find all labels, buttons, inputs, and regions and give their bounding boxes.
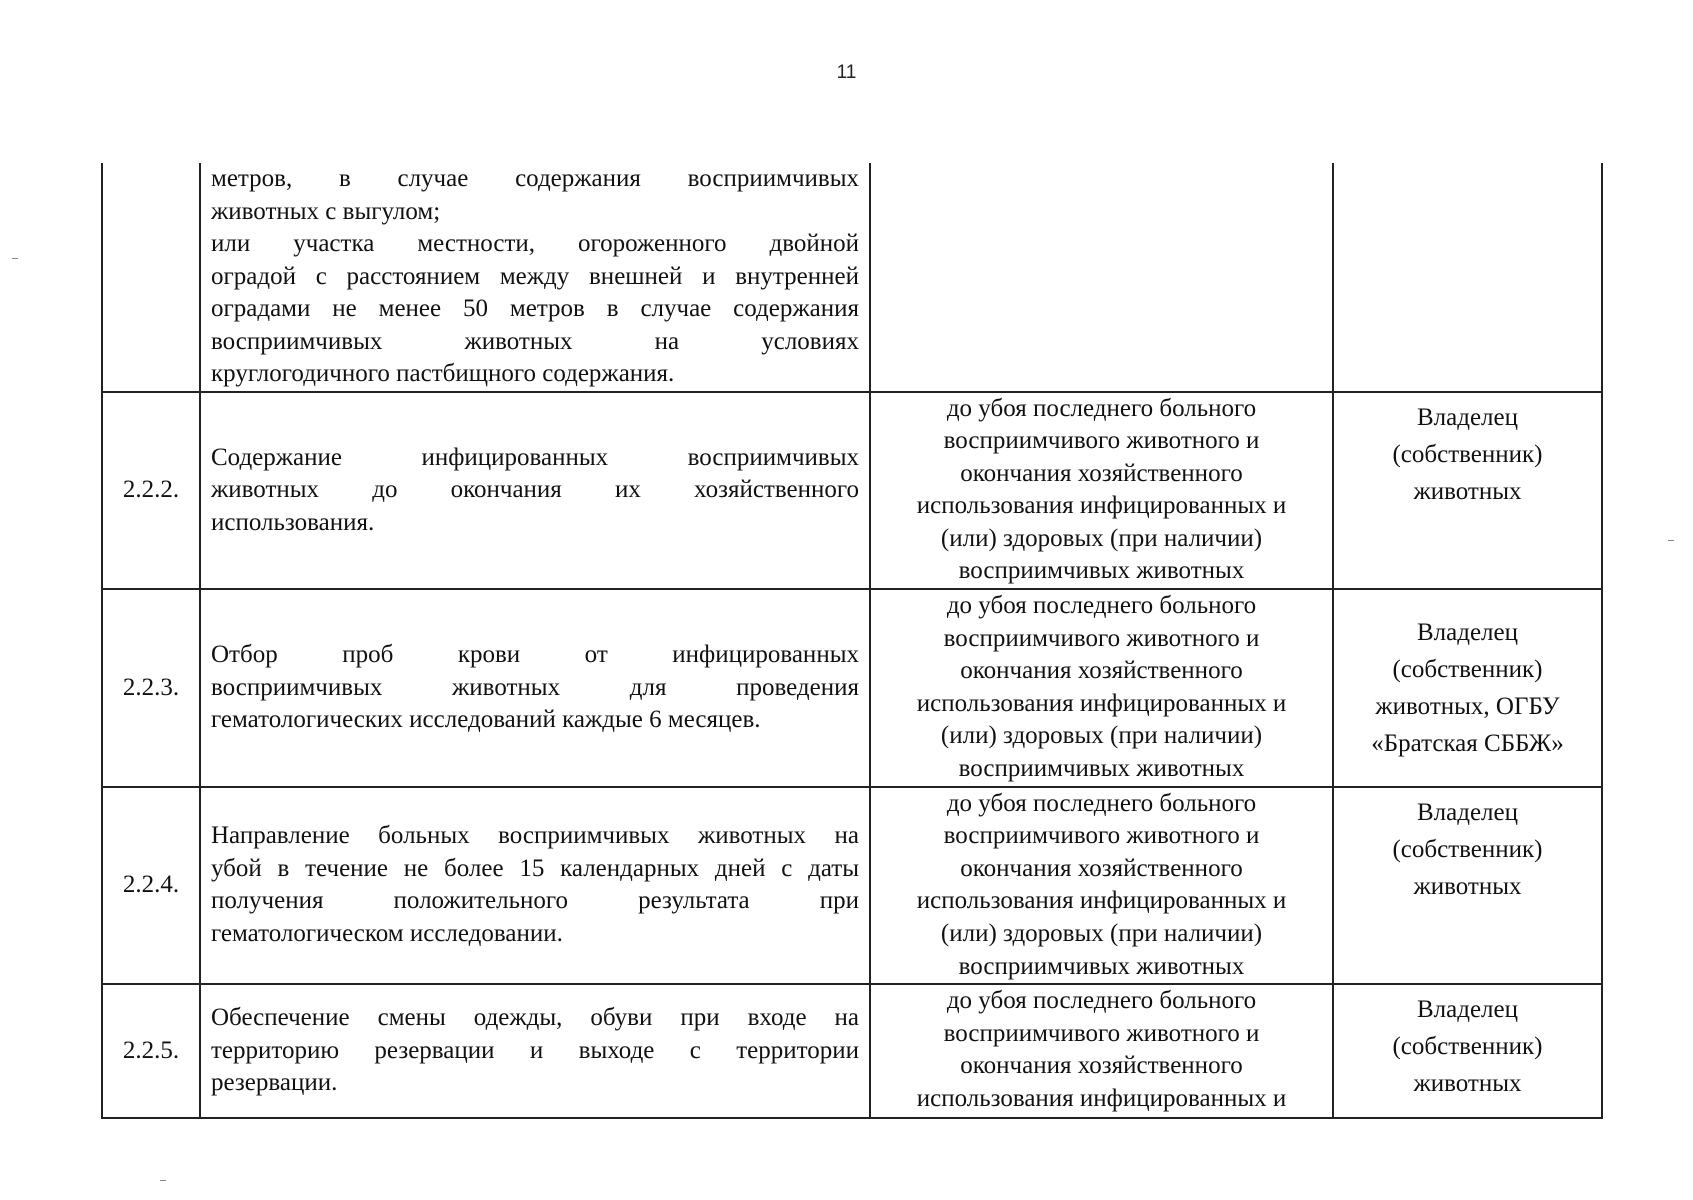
measures-table — [101, 163, 1603, 1119]
description-line: Направление больных восприимчивых животных на — [211, 822, 859, 850]
responsible-cell — [1333, 163, 1602, 392]
term-line: до убоя последнего больного — [946, 592, 1257, 620]
description-cell — [200, 787, 870, 985]
term-line: восприимчивого животного и — [943, 427, 1260, 455]
responsible-line: животных, ОГБУ — [1375, 692, 1560, 720]
term-line: окончания хозяйственного — [960, 459, 1243, 487]
description-line: получения положительного результата при — [211, 887, 859, 915]
term-line: использования инфицированных и — [916, 887, 1287, 915]
term-line: использования инфицированных и — [916, 689, 1287, 717]
table-row — [102, 392, 1602, 590]
term-line: восприимчивого животного и — [943, 1019, 1260, 1047]
description-line: использования. — [211, 508, 375, 536]
term-line: использования инфицированных и — [916, 492, 1287, 520]
description-line: гематологических исследований каждые 6 месяцев. — [211, 706, 761, 734]
description-cell — [200, 392, 870, 590]
term-line: до убоя последнего больного — [946, 789, 1257, 817]
responsible-line: Владелец — [1416, 403, 1518, 431]
responsible-line: Владелец — [1416, 618, 1518, 646]
row-number-cell: 2.2.3. — [102, 589, 200, 787]
scan-speck — [1668, 540, 1674, 541]
description-line: оградой с расстоянием между внешней и внутренней — [211, 262, 859, 290]
description-line: животных до окончания их хозяйственного — [211, 476, 859, 504]
term-line: до убоя последнего больного — [946, 987, 1257, 1015]
term-cell — [870, 589, 1333, 787]
description-line: восприимчивых животных для проведения — [211, 673, 859, 701]
term-cell — [870, 787, 1333, 985]
description-line: Содержание инфицированных восприимчивых — [211, 443, 859, 471]
term-line: восприимчивых животных — [958, 557, 1245, 585]
row-number-cell: 2.2.2. — [102, 392, 200, 590]
description-line: гематологическом исследовании. — [211, 919, 563, 947]
responsible-cell — [1333, 787, 1602, 985]
responsible-line: Владелец — [1416, 798, 1518, 826]
page-number: 11 — [836, 62, 857, 83]
row-number-cell: 2.2.5. — [102, 984, 200, 1118]
responsible-cell — [1333, 984, 1602, 1118]
term-line: восприимчивых животных — [958, 952, 1245, 980]
term-line: (или) здоровых (при наличии) — [940, 722, 1263, 750]
description-line: резервации. — [211, 1069, 338, 1097]
responsible-line: животных — [1413, 1070, 1522, 1098]
responsible-cell — [1333, 392, 1602, 590]
table-row — [102, 984, 1602, 1118]
term-cell — [870, 163, 1333, 392]
term-line: (или) здоровых (при наличии) — [940, 920, 1263, 947]
description-line: оградами не менее 50 метров в случае содержания — [211, 295, 859, 322]
table-row — [102, 589, 1602, 787]
description-line: убой в течение не более 15 календарных дней с даты — [211, 854, 859, 882]
description-line: Обеспечение смены одежды, обуви при входе на — [211, 1004, 859, 1032]
description-line: территорию резервации и выходе с территории — [211, 1036, 859, 1064]
scan-speck — [12, 258, 18, 259]
responsible-line: животных — [1413, 477, 1522, 505]
description-line: или участка местности, огороженного двойной — [211, 230, 859, 257]
scan-speck — [160, 1180, 166, 1181]
responsible-line: (собственник) — [1392, 1033, 1543, 1061]
description-line: метров, в случае содержания восприимчивых — [211, 165, 859, 192]
responsible-line: (собственник) — [1392, 440, 1543, 468]
responsible-line: животных — [1413, 872, 1522, 900]
term-line: окончания хозяйственного — [960, 657, 1243, 685]
responsible-line: (собственник) — [1392, 835, 1543, 863]
description-line: животных с выгулом; — [211, 197, 441, 225]
description-line: круглогодичного пастбищного содержания. — [211, 360, 675, 387]
term-line: окончания хозяйственного — [960, 1052, 1243, 1080]
description-cell — [200, 984, 870, 1118]
term-line: окончания хозяйственного — [960, 854, 1243, 882]
description-line: Отбор проб крови от инфицированных — [211, 641, 859, 669]
term-line: использования инфицированных и — [916, 1084, 1287, 1112]
responsible-line: (собственник) — [1392, 655, 1543, 683]
row-number-cell: 2.2.4. — [102, 787, 200, 985]
term-line: восприимчивого животного и — [943, 624, 1260, 652]
responsible-line: Владелец — [1416, 996, 1518, 1024]
description-cell — [200, 589, 870, 787]
term-line: восприимчивых животных — [958, 755, 1245, 783]
row-number-cell — [102, 163, 200, 392]
term-line: (или) здоровых (при наличии) — [940, 524, 1263, 552]
responsible-line: «Братская СББЖ» — [1371, 729, 1564, 757]
term-line: восприимчивого животного и — [943, 822, 1260, 850]
table-row — [102, 787, 1602, 985]
term-cell — [870, 984, 1333, 1118]
term-cell — [870, 392, 1333, 590]
responsible-cell — [1333, 589, 1602, 787]
description-line: восприимчивых животных на условиях — [211, 327, 859, 355]
term-line: до убоя последнего больного — [946, 394, 1257, 422]
description-cell — [200, 163, 870, 392]
table-row — [102, 163, 1602, 392]
